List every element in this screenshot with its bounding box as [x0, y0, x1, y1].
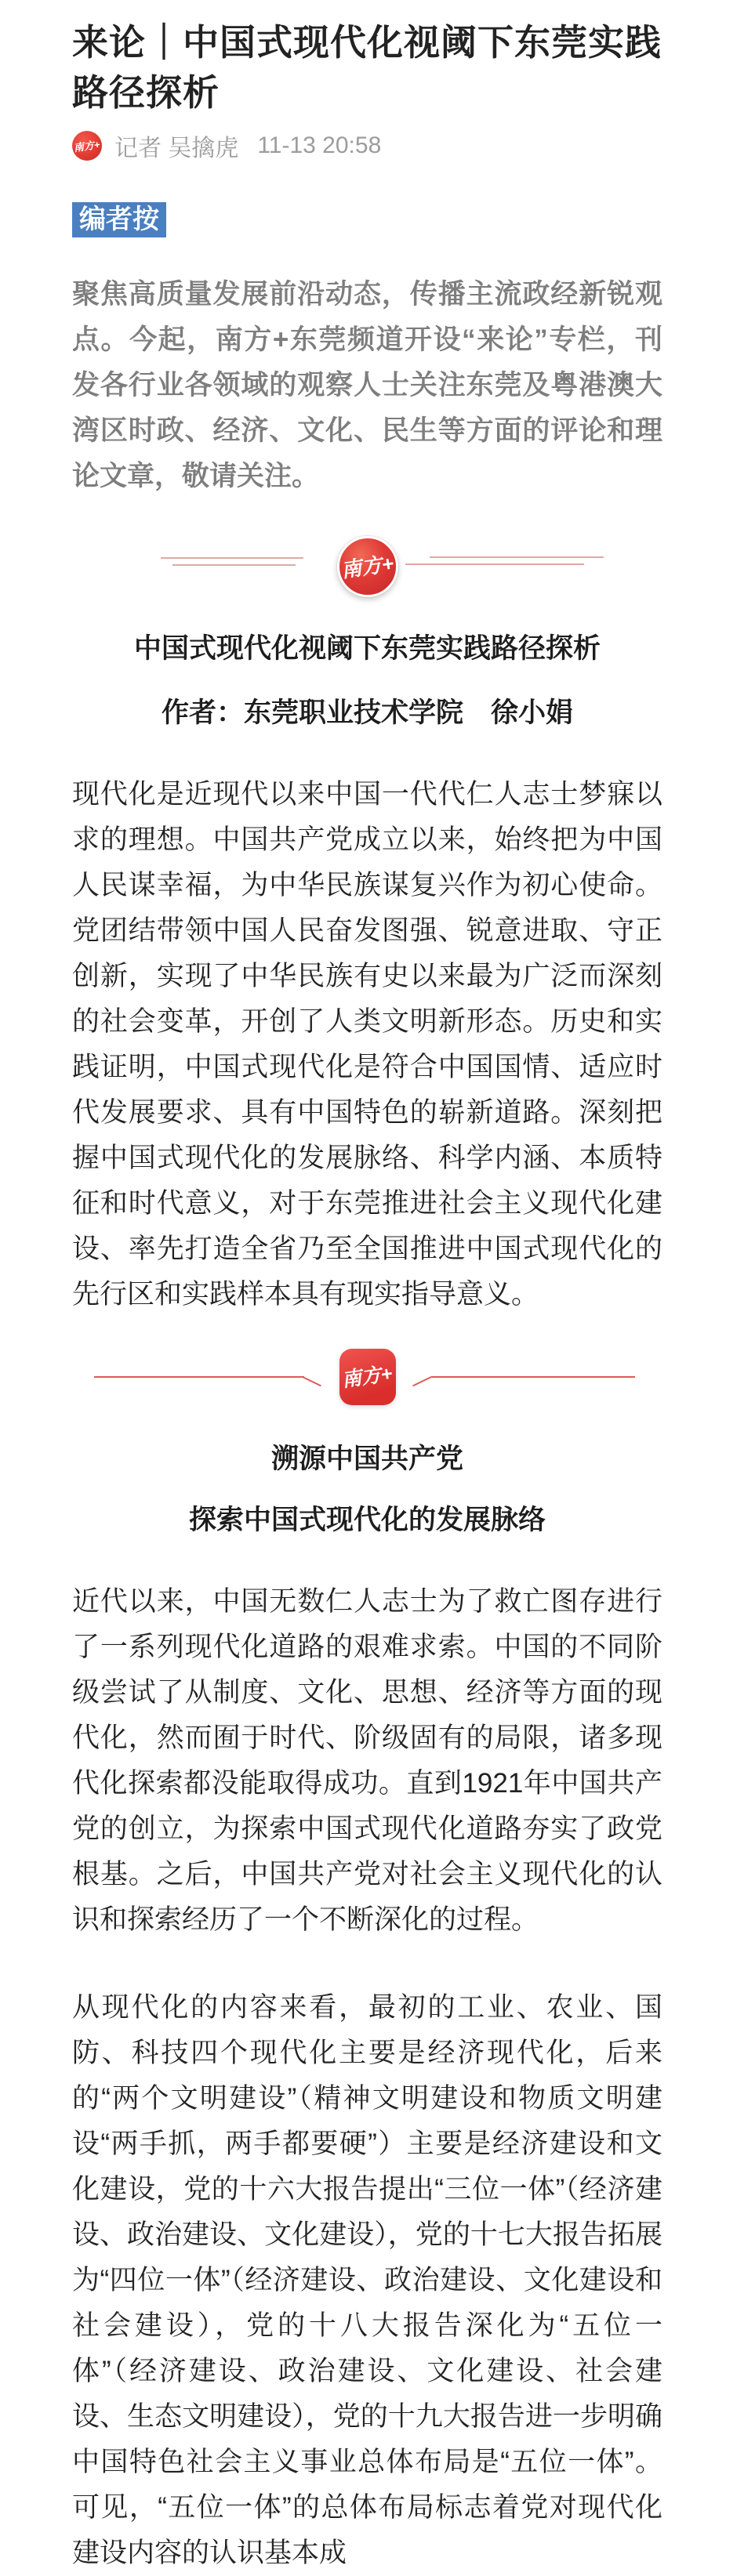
section-heading-line1: 溯源中国共产党 [270, 1444, 463, 1474]
section-divider-circle [72, 535, 662, 598]
article-title: 来论｜中国式现代化视阈下东莞实践路径探析 [72, 22, 662, 113]
author-line: 作者：东莞职业技术学院 徐小娟 [161, 697, 573, 728]
divider-line [412, 1376, 431, 1386]
divider-line [303, 1376, 321, 1386]
logo-text: 南方+ [73, 138, 101, 154]
paragraph-intro: 现代化是近现代以来中国一代代仁人志士梦寐以求的理想。中国共产党成立以来，始终把为中国人民谋幸福，为中华民族谋复兴作为初心使命。党团结带领中国人民奋发图强、锐意进取、守正创新，实现了中华民族有史以来最为广泛而深刻的社会变革，开创了人类文明新形态。历史和实践证明，中国式现代化是符合中国国情、适应时代发展要求、具有中国特色的崭新道路。深刻把握中国式现代化的发展脉络、科学内涵、本质特征和时代意义，对于东莞推进社会主义现代化建设、率先打造全省乃至全国推进中国式现代化的先行区和实践样本具有现实指导意义。 [72, 779, 662, 1310]
divider-line [431, 1376, 635, 1378]
paragraph-section-1: 近代以来，中国无数仁人志士为了救亡图存进行了一系列现代化道路的艰难求索。中国的不同阶级尝试了从制度、文化、思想、经济等方面的现代化，然而囿于时代、阶级固有的局限，诸多现代化探索都没能取得成功。直到1921年中国共产党的创立，为探索中国式现代化道路夯实了政党根基。之后，中国共产党对社会主义现代化的认识和探索经历了一个不断深化的过程。 [72, 1586, 662, 1935]
section-divider-square [72, 1346, 662, 1408]
divider-line [405, 563, 584, 565]
section-heading-line2: 探索中国式现代化的发展脉络 [188, 1505, 546, 1535]
article-subtitle: 中国式现代化视阈下东莞实践路径探析 [133, 633, 601, 664]
paragraph-section-2: 从现代化的内容来看，最初的工业、农业、国防、科技四个现代化主要是经济现代化，后来的“两个文明建设”（精神文明建设和物质文明建设“两手抓，两手都要硬”）主要是经济建设和文化建设，党的十六大报告提出“三位一体”（经济建设、政治建设、文化建设），党的十七大报告拓展为“四位一体”（经济建设、政治建设、文化建设和社会建设），党的十八大报告深化为“五位一体”（经济建设、政治建设、文化建设、社会建设、生态文明建设），党的十九大报告进一步明确中国特色社会主义事业总体布局是“五位一体”。可见，“五位一体”的总体布局标志着党对现代化建设内容的认识基本成 [72, 1992, 662, 2568]
nanfang-plus-logo-icon [339, 1349, 396, 1405]
logo-text: 南方+ [339, 551, 395, 582]
divider-line [161, 557, 303, 559]
byline-author: 记者 吴擒虎 [114, 136, 239, 161]
byline-timestamp: 11-13 20:58 [257, 132, 382, 158]
nanfang-plus-logo-icon [72, 131, 102, 161]
editor-note-badge: 编者按 [72, 202, 166, 237]
nanfang-plus-logo-icon [337, 536, 398, 597]
byline [72, 130, 662, 161]
editor-note-text: 聚焦高质量发展前沿动态，传播主流政经新锐观点。今起，南方+东莞频道开设“来论”专栏，刊发各行业各领域的观察人士关注东莞及粤港澳大湾区时政、经济、文化、民生等方面的评论和理论文章，敬请关注。 [72, 279, 662, 491]
divider-line [430, 556, 604, 558]
divider-line [94, 1376, 304, 1378]
logo-text: 南方+ [340, 1362, 394, 1391]
divider-line [172, 564, 296, 566]
